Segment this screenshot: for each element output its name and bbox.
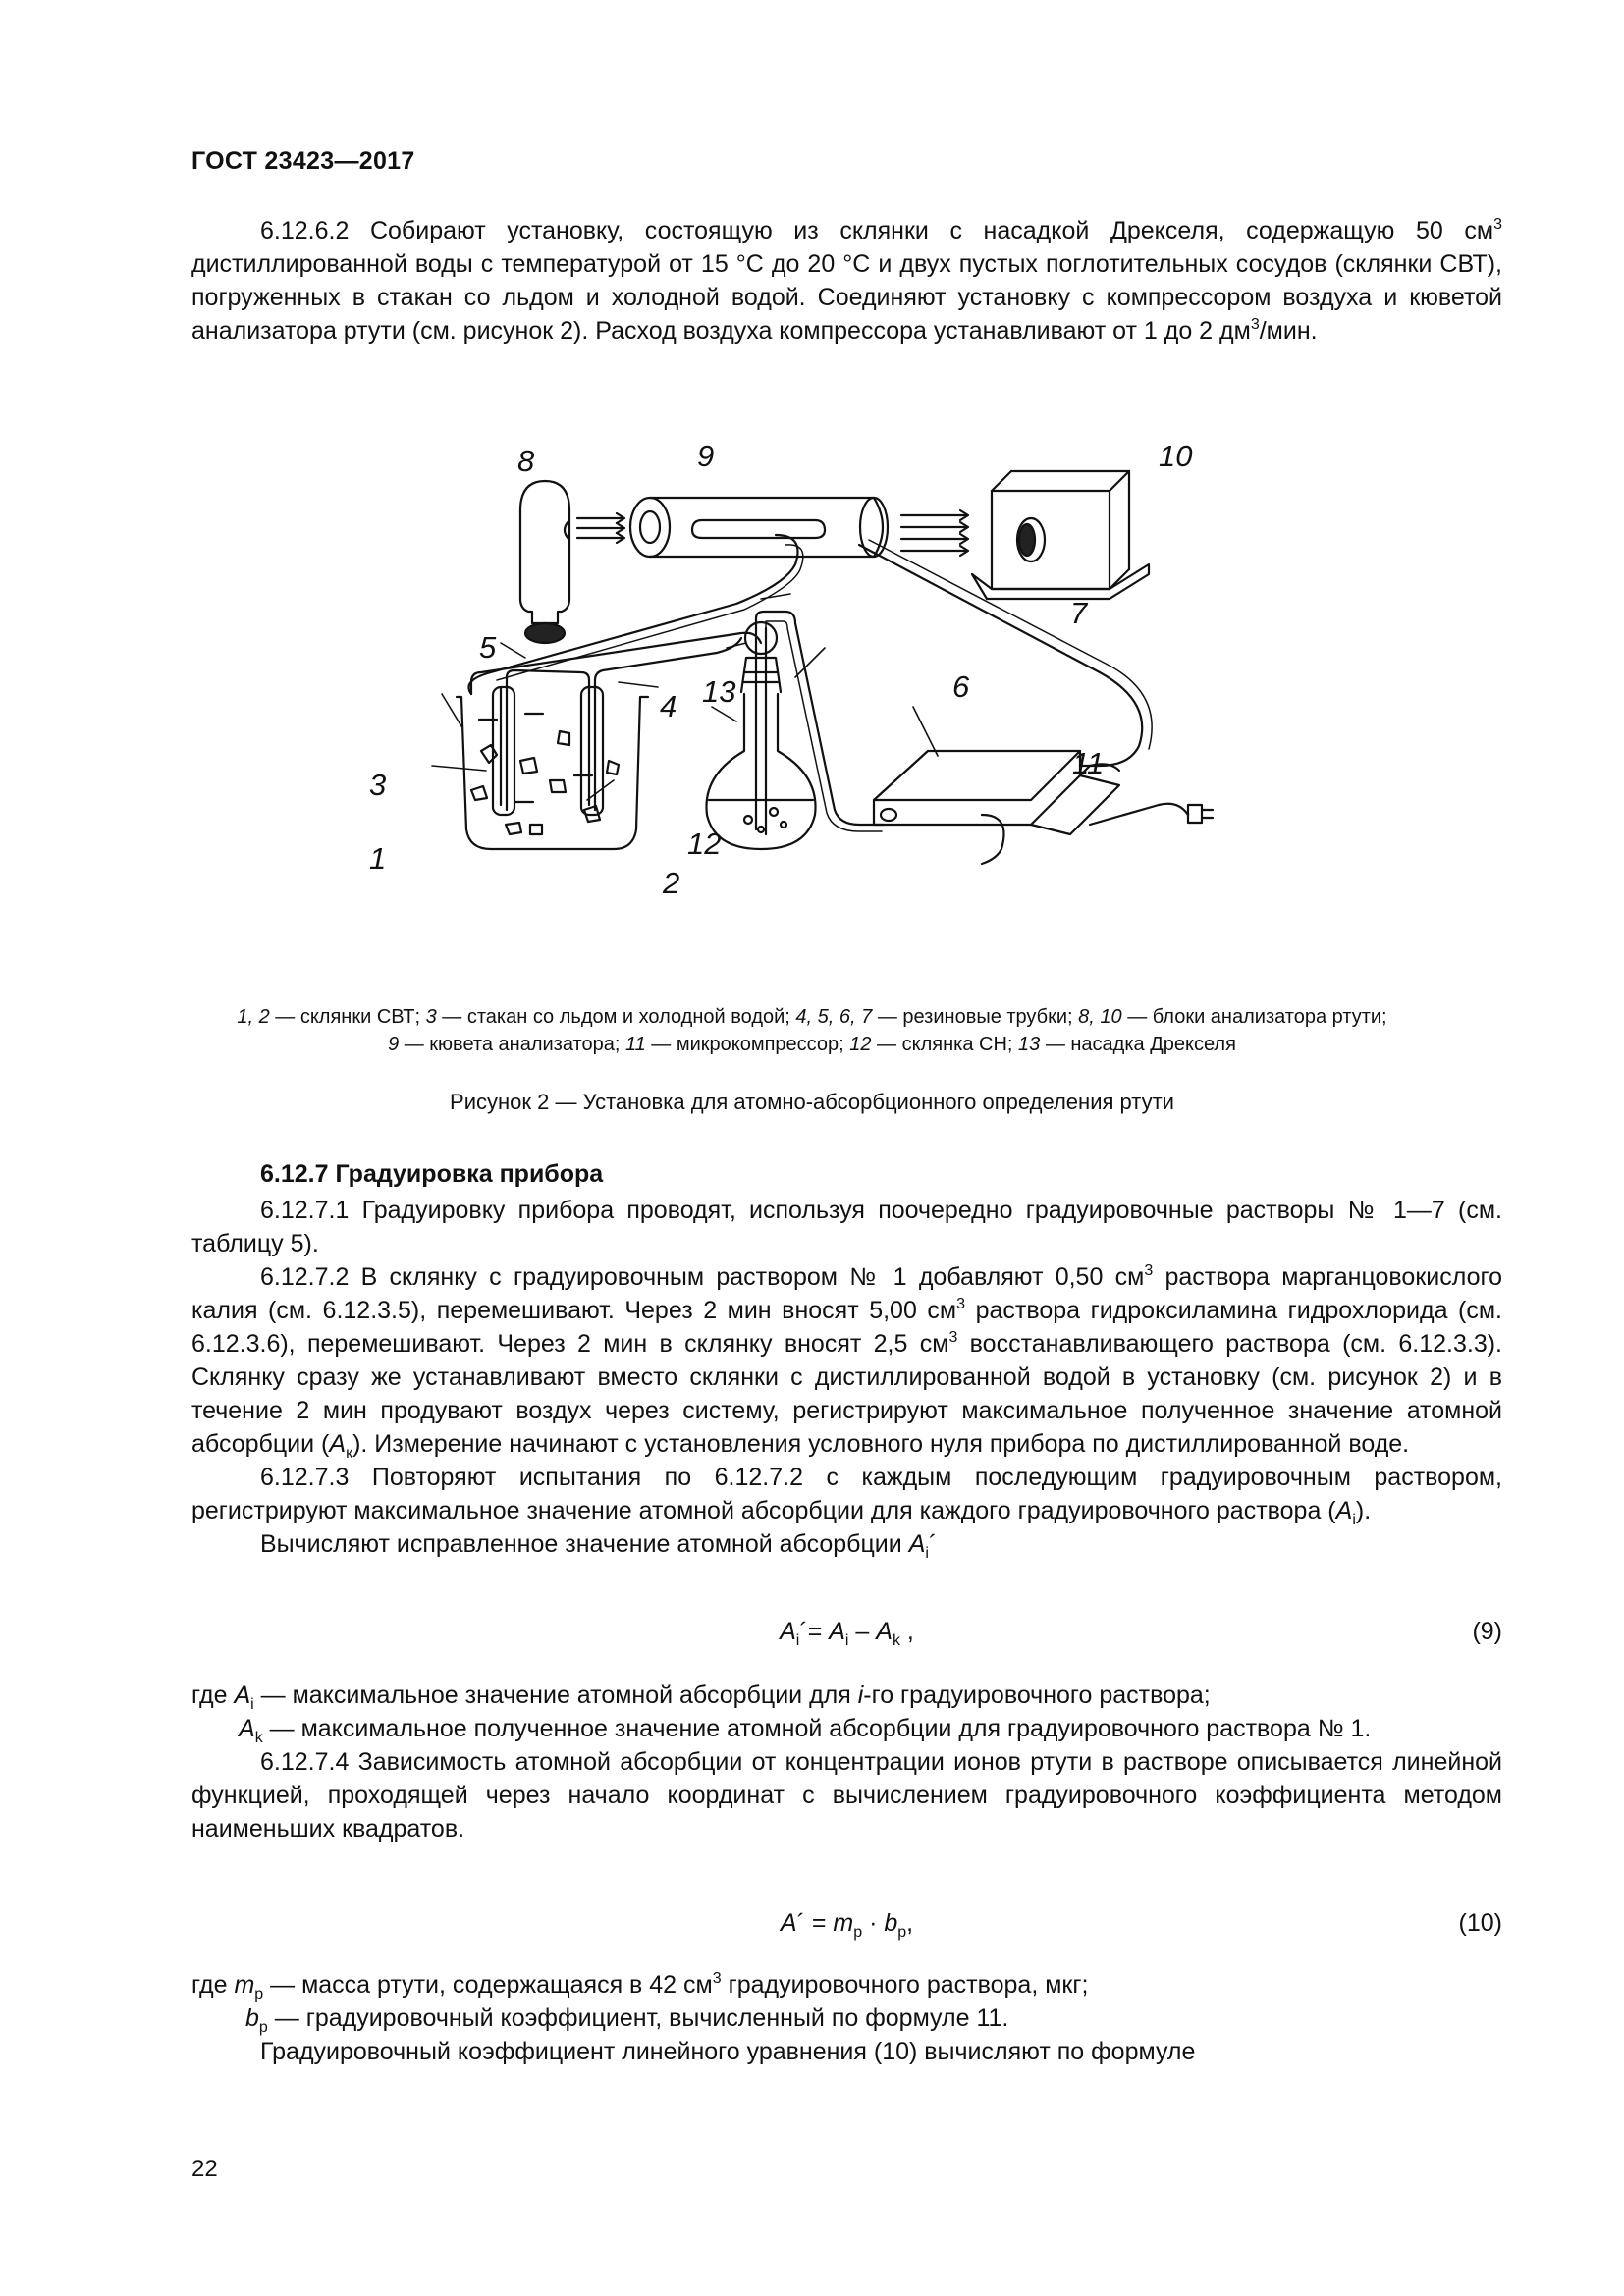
microcompressor-11 xyxy=(874,751,1213,864)
light-arrows-left xyxy=(577,513,624,543)
figure-label-9: 9 xyxy=(697,439,715,473)
figure-label-5: 5 xyxy=(479,630,497,665)
section-body xyxy=(191,1194,1502,1561)
figure-label-13: 13 xyxy=(702,674,736,709)
page-number: 22 xyxy=(191,2156,218,2182)
paragraph-compute: Вычисляют исправленное значение атомной абсорбции $A_i´$ xyxy=(260,1530,938,1562)
figure-label-3: 3 xyxy=(369,768,387,802)
section-title: 6.12.7 Градуировка прибора xyxy=(260,1160,604,1188)
paragraph-6-12-6-2: 6.12.6.2 Собирают установку, состоящую из склянки с насадкой Дрекселя, содержащую 50 $см^3$ дистиллированной воды с температурой от 15 °С до 20 °С и двух пустых поглотительных сосудов (склянки СВТ), погруженных в стакан со льдом и холодной водой. Соединяют установку с компрессором воздуха и кюветой анализатора ртути (см. рисунок 2). Расход воздуха компрессора устанавливают от 1 до 2 $дм^3$/мин. xyxy=(191,216,1502,345)
document-header: ГОСТ 23423—2017 xyxy=(191,147,415,175)
where-block-10: где $m_p$ — масса ртути, содержащаяся в 42 $см^3$ градуировочного раствора, мкг; $b_p$ — градуировочный коэффициент, вычисленный по формуле 11. Градуировочный коэффициент линейного уравнения (10) вычисляют по формуле xyxy=(191,1968,1502,2068)
figure-apparatus-diagram xyxy=(324,437,1384,987)
paragraph-6-12-7-2: 6.12.7.2 В склянку с градуировочным раствором № 1 добавляют 0,50 $см^3$ раствора марганцовокислого калия (см. 6.12.3.5), перемешивают. Через 2 мин вносят 5,00 $см^3$ раствора гидроксиламина гидрохлорида (см. 6.12.3.6), перемешивают. Через 2 мин в склянку вносят 2,5 $см^3$ восстанавливающего раствора (см. 6.12.3.3). Склянку сразу же устанавливают вместо склянки с дистиллированной водой в установку (см. рисунок 2) и в течение 2 мин продувают воздух через систему, регистрируют максимальное полученное значение атомной абсорбции $(A_к)$. Измерение начинают с установления условного нуля прибора по дистиллированной воде. xyxy=(191,1262,1502,1462)
figure-label-7: 7 xyxy=(1070,596,1088,630)
figure-label-8: 8 xyxy=(517,444,535,478)
paragraph-6-12-7-4: 6.12.7.4 Зависимость атомной абсорбции от концентрации ионов ртути в растворе описывается линейной функцией, проходящей через начало координат с вычислением градуировочного коэффициента методом наименьших квадратов. xyxy=(191,1748,1502,1842)
figure-label-1: 1 xyxy=(369,841,387,876)
document-page: ГОСТ 23423—2017 6.12.6.2 Собирают установку, состоящую из склянки с насадкой Дрекселя, содержащую 50 $см^3$ дистиллированной воды с температурой от 15 °С до 20 °С и двух пустых поглотительных сосудов (склянки СВТ), погруженных в стакан со льдом и холодной водой. Соединяют установку с компрессором воздуха и кюветой анализатора ртути (см. рисунок 2). Расход воздуха компрессора устанавливают от 1 до 2 $дм^3$/мин. 8 9 10 7 5 4 13 6 3 11 1 12 2 1, 2 — склянки СВТ; 3 — стакан со льдом и холодной водой; 4, 5, 6, 7 — резиновые трубки; 8, 10 — блоки анализатора ртути; 9 — кювета анализатора; 11 — микрокомпрессор; 12 — склянка СН; 13 — насадка Дрекселя Рисунок 2 — Установка для атомно-абсорбционного определения ртути 6.12.7 Градуировка прибора 6.12.7.1 Градуировку прибора проводят, используя поочередно градуировочные растворы № 1—7 (см. таблицу 5). 6.12.7.2 В склянку с градуировочным раствором № 1 добавляют 0,50 $см^3$ раствора марганцовокислого калия (см. 6.12.3.5), перемешивают. Через 2 мин вносят 5,00 $см^3$ раствора гидроксиламина гидрохлорида (см. 6.12.3.6), перемешивают. Через 2 мин в склянку вносят 2,5 $см^3$ восстанавливающего раствора (см. 6.12.3.3). Склянку сразу же устанавливают вместо склянки с дистиллированной водой в установку (см. рисунок 2) и в течение 2 мин продувают воздух через систему, регистрируют максимальное полученное значение атомной абсорбции $(A_к)$. Измерение начинают с установления условного нуля прибора по дистиллированной воде. 6.12.7.3 Повторяют испытания по 6.12.7.2 с каждым последующим градуировочным раствором, регистрируют максимальное значение атомной абсорбции для каждого градуировочного раствора $(A_i)$. Вычисляют исправленное значение атомной абсорбции $A_i´$ $A_i´= A_i - A_k$ , (9) где $A_i$ — максимальное значение атомной абсорбции для i-го градуировочного раствора; $A_k$ — максимальное полученное значение атомной абсорбции для градуировочного раствора № 1. 6.12.7.4 Зависимость атомной абсорбции от концентрации ионов ртути в растворе описывается линейной функцией, проходящей через начало координат с вычислением градуировочного коэффициента методом наименьших квадратов. A´ = $m_p \cdot b_p$, (10) где $m_p$ — масса ртути, содержащаяся в 42 $см^3$ градуировочного раствора, мкг; $b_p$ — градуировочный коэффициент, вычисленный по формуле 11. Градуировочный коэффициент линейного уравнения (10) вычисляют по формуле 22 xyxy=(0,0,1624,2296)
where-block-9: где $A_i$ — максимальное значение атомной абсорбции для i-го градуировочного раствора; $A_k$ — максимальное полученное значение атомной абсорбции для градуировочного раствора № 1. 6.12.7.4 Зависимость атомной абсорбции от концентрации ионов ртути в растворе описывается линейной функцией, проходящей через начало координат с вычислением градуировочного коэффициента методом наименьших квадратов. xyxy=(191,1679,1502,1845)
figure-label-11: 11 xyxy=(1072,746,1105,780)
detector-box-10 xyxy=(972,471,1149,599)
paragraph-6-12-7-3: 6.12.7.3 Повторяют испытания по 6.12.7.2 с каждым последующим градуировочным раствором, регистрируют максимальное значение атомной абсорбции для каждого градуировочного раствора $(A_i)$. xyxy=(191,1464,1502,1528)
formula-9-number: (9) xyxy=(1472,1618,1502,1645)
figure-label-4: 4 xyxy=(660,689,677,723)
apparatus-drawing xyxy=(324,437,1384,987)
figure-legend: 1, 2 — склянки СВТ; 3 — стакан со льдом и холодной водой; 4, 5, 6, 7 — резиновые трубки; 8, 10 — блоки анализатора ртути; 9 — кювета анализатора; 11 — микрокомпрессор; 12 — склянка СН; 13 — насадка Дрекселя xyxy=(237,1006,1387,1055)
leader-lines xyxy=(432,594,938,800)
formula-10-number: (10) xyxy=(1458,1909,1502,1937)
ice-beaker-3 xyxy=(457,633,761,849)
paragraph-final: Градуировочный коэффициент линейного уравнения (10) вычисляют по формуле xyxy=(260,2038,1196,2065)
figure-label-12: 12 xyxy=(687,827,722,861)
lamp-block-8 xyxy=(520,481,569,643)
light-arrows-right xyxy=(901,510,968,556)
figure-caption: Рисунок 2 — Установка для атомно-абсорбционного определения ртути xyxy=(450,1090,1174,1114)
cuvette-9 xyxy=(630,498,888,557)
paragraph-6-12-7-1: 6.12.7.1 Градуировку прибора проводят, используя поочередно градуировочные растворы № 1—7 (см. таблицу 5). xyxy=(191,1197,1502,1257)
figure-label-6: 6 xyxy=(952,669,970,704)
tube-7 xyxy=(859,545,1142,766)
figure-label-2: 2 xyxy=(663,866,680,900)
figure-label-10: 10 xyxy=(1159,439,1193,473)
